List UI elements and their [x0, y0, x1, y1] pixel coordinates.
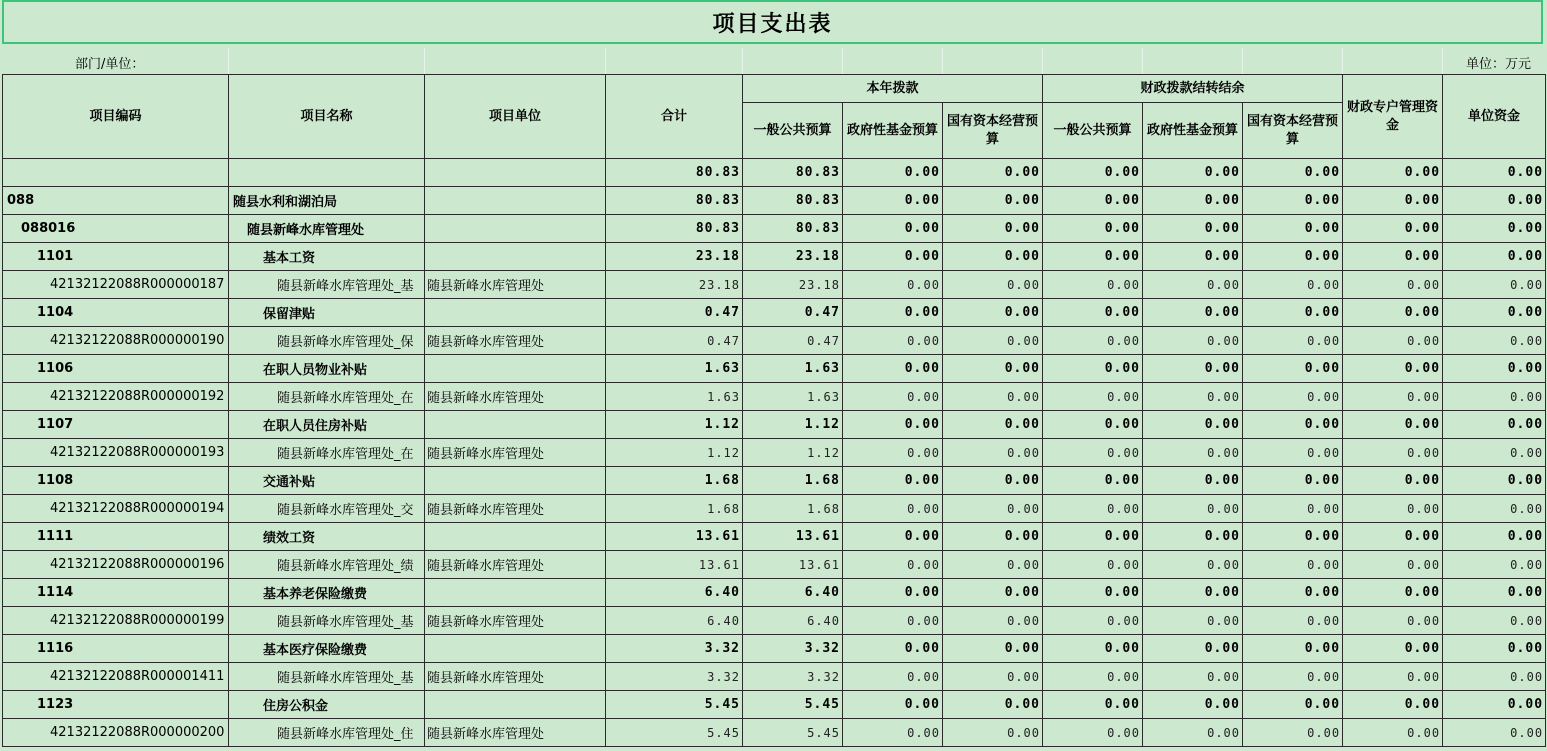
cell-amount[interactable]: 0.00: [1443, 383, 1546, 411]
cell-amount[interactable]: 0.00: [1143, 159, 1243, 187]
header-name: 项目名称: [229, 75, 425, 159]
cell-name[interactable]: 绩效工资: [229, 523, 425, 551]
cell-amount[interactable]: 3.32: [606, 663, 743, 691]
cell-amount[interactable]: 0.00: [843, 663, 943, 691]
table-row[interactable]: [3, 299, 1546, 327]
cell-amount[interactable]: 0.00: [1243, 411, 1343, 439]
table-row[interactable]: [3, 187, 1546, 215]
cell-amount[interactable]: 0.00: [1343, 719, 1443, 747]
cell-name[interactable]: 随县新峰水库管理处_交: [229, 495, 425, 523]
cell-amount[interactable]: 0.00: [1243, 467, 1343, 495]
cell-amount[interactable]: 0.00: [1443, 327, 1546, 355]
cell-amount[interactable]: 0.00: [943, 551, 1043, 579]
cell-amount[interactable]: 1.68: [606, 467, 743, 495]
cell-amount[interactable]: 0.00: [843, 383, 943, 411]
cell-amount[interactable]: 1.68: [606, 495, 743, 523]
cell-amount[interactable]: 0.00: [1343, 271, 1443, 299]
cell-amount[interactable]: 0.00: [843, 607, 943, 635]
table-row[interactable]: [3, 355, 1546, 383]
cell-amount[interactable]: 6.40: [606, 579, 743, 607]
cell-unit[interactable]: [425, 691, 606, 719]
table-row[interactable]: [3, 635, 1546, 663]
cell-code[interactable]: 1106: [3, 355, 229, 383]
cell-amount[interactable]: 0.00: [1343, 691, 1443, 719]
cell-amount[interactable]: 0.00: [1343, 495, 1443, 523]
cell-amount[interactable]: 5.45: [743, 691, 843, 719]
cell-name[interactable]: 在职人员物业补贴: [229, 355, 425, 383]
cell-amount[interactable]: 0.00: [1143, 467, 1243, 495]
cell-amount[interactable]: 0.00: [1343, 635, 1443, 663]
cell-amount[interactable]: 0.00: [1143, 635, 1243, 663]
cell-amount[interactable]: 0.00: [1143, 215, 1243, 243]
cell-amount[interactable]: 0.00: [1343, 439, 1443, 467]
table-row[interactable]: [3, 159, 1546, 187]
cell-amount[interactable]: 0.00: [1043, 159, 1143, 187]
cell-code[interactable]: 42132122088R000000187: [3, 271, 229, 299]
cell-amount[interactable]: 0.00: [1043, 327, 1143, 355]
cell-amount[interactable]: 0.00: [843, 719, 943, 747]
table-row[interactable]: [3, 607, 1546, 635]
cell-amount[interactable]: 0.00: [1143, 607, 1243, 635]
table-row[interactable]: [3, 383, 1546, 411]
cell-name[interactable]: 基本养老保险缴费: [229, 579, 425, 607]
cell-amount[interactable]: 1.68: [743, 495, 843, 523]
cell-code[interactable]: 088: [3, 187, 229, 215]
cell-name[interactable]: 随县新峰水库管理处_保: [229, 327, 425, 355]
cell-amount[interactable]: 5.45: [606, 691, 743, 719]
cell-amount[interactable]: 0.00: [1343, 243, 1443, 271]
cell-amount[interactable]: 0.00: [1343, 607, 1443, 635]
cell-amount[interactable]: 0.00: [1343, 523, 1443, 551]
cell-amount[interactable]: 0.47: [743, 327, 843, 355]
cell-amount[interactable]: 0.00: [1243, 551, 1343, 579]
cell-amount[interactable]: 0.00: [843, 243, 943, 271]
cell-amount[interactable]: 0.00: [943, 607, 1043, 635]
cell-name[interactable]: 住房公积金: [229, 691, 425, 719]
cell-name[interactable]: 保留津贴: [229, 299, 425, 327]
cell-amount[interactable]: 0.00: [843, 691, 943, 719]
cell-amount[interactable]: 0.00: [1143, 355, 1243, 383]
table-row[interactable]: [3, 327, 1546, 355]
cell-amount[interactable]: 0.00: [1143, 551, 1243, 579]
cell-amount[interactable]: 0.00: [1343, 579, 1443, 607]
cell-amount[interactable]: 80.83: [606, 159, 743, 187]
cell-amount[interactable]: 0.00: [843, 159, 943, 187]
cell-amount[interactable]: 0.00: [843, 299, 943, 327]
cell-amount[interactable]: 0.00: [1243, 579, 1343, 607]
cell-amount[interactable]: 0.00: [1243, 159, 1343, 187]
cell-amount[interactable]: 0.00: [943, 663, 1043, 691]
cell-amount[interactable]: 0.00: [943, 299, 1043, 327]
cell-code[interactable]: 1123: [3, 691, 229, 719]
table-row[interactable]: [3, 411, 1546, 439]
cell-amount[interactable]: 0.00: [1443, 663, 1546, 691]
cell-amount[interactable]: 0.00: [1043, 691, 1143, 719]
cell-code[interactable]: 42132122088R000000192: [3, 383, 229, 411]
cell-amount[interactable]: 0.00: [1443, 271, 1546, 299]
cell-amount[interactable]: 0.00: [1043, 579, 1143, 607]
cell-amount[interactable]: 0.00: [1443, 691, 1546, 719]
cell-amount[interactable]: 0.00: [1243, 607, 1343, 635]
cell-unit[interactable]: 随县新峰水库管理处: [425, 439, 606, 467]
page-title: 项目支出表: [2, 0, 1543, 44]
cell-amount[interactable]: 1.12: [743, 439, 843, 467]
cell-amount[interactable]: 0.00: [1443, 411, 1546, 439]
cell-amount[interactable]: 0.00: [1243, 327, 1343, 355]
header-total: 合计: [606, 75, 743, 159]
cell-unit[interactable]: [425, 187, 606, 215]
cell-code[interactable]: 42132122088R000000200: [3, 719, 229, 747]
cell-unit[interactable]: [425, 523, 606, 551]
cell-amount[interactable]: 0.00: [1343, 411, 1443, 439]
cell-amount[interactable]: 0.00: [1143, 579, 1243, 607]
department-label: 部门/单位：: [75, 57, 145, 72]
cell-amount[interactable]: 0.00: [943, 523, 1043, 551]
cell-code[interactable]: [3, 159, 229, 187]
cell-amount[interactable]: 0.00: [943, 243, 1043, 271]
cell-code[interactable]: 42132122088R000000199: [3, 607, 229, 635]
cell-amount[interactable]: 0.00: [1143, 383, 1243, 411]
cell-amount[interactable]: 0.00: [1143, 691, 1243, 719]
header-own: 单位资金: [1443, 75, 1546, 159]
cell-name[interactable]: 随县新峰水库管理处_绩: [229, 551, 425, 579]
cell-amount[interactable]: 0.00: [1043, 495, 1143, 523]
table-row[interactable]: [3, 579, 1546, 607]
cell-name[interactable]: [229, 159, 425, 187]
cell-unit[interactable]: 随县新峰水库管理处: [425, 327, 606, 355]
cell-amount[interactable]: 0.00: [943, 467, 1043, 495]
cell-amount[interactable]: 0.00: [1343, 159, 1443, 187]
cell-amount[interactable]: 0.00: [843, 579, 943, 607]
cell-amount[interactable]: 0.00: [843, 523, 943, 551]
cell-amount[interactable]: 0.00: [1043, 187, 1143, 215]
cell-amount[interactable]: 0.00: [1043, 215, 1143, 243]
cell-amount[interactable]: 3.32: [743, 635, 843, 663]
subheader-row: [0, 48, 1547, 74]
cell-unit[interactable]: [425, 579, 606, 607]
cell-amount[interactable]: 1.12: [743, 411, 843, 439]
cell-amount[interactable]: 13.61: [743, 551, 843, 579]
cell-amount[interactable]: 0.00: [1243, 439, 1343, 467]
cell-amount[interactable]: 0.00: [1043, 439, 1143, 467]
cell-unit[interactable]: 随县新峰水库管理处: [425, 495, 606, 523]
cell-amount[interactable]: 0.00: [1143, 663, 1243, 691]
header-group-carry: 财政拨款结转结余: [1043, 75, 1343, 103]
cell-amount[interactable]: 0.00: [1143, 719, 1243, 747]
cell-amount[interactable]: 0.00: [1143, 299, 1243, 327]
cell-amount[interactable]: 0.00: [843, 411, 943, 439]
cell-unit[interactable]: [425, 635, 606, 663]
cell-amount[interactable]: 0.00: [943, 327, 1043, 355]
cell-amount[interactable]: 80.83: [743, 159, 843, 187]
unit-label: 单位：万元: [1465, 57, 1531, 72]
table-row[interactable]: [3, 215, 1546, 243]
cell-name[interactable]: 交通补贴: [229, 467, 425, 495]
cell-amount[interactable]: 23.18: [743, 271, 843, 299]
cell-amount[interactable]: 23.18: [606, 243, 743, 271]
cell-amount[interactable]: 0.00: [843, 467, 943, 495]
cell-amount[interactable]: 13.61: [743, 523, 843, 551]
cell-amount[interactable]: 0.00: [1143, 523, 1243, 551]
cell-amount[interactable]: 6.40: [606, 607, 743, 635]
table-row[interactable]: [3, 523, 1546, 551]
cell-amount[interactable]: 0.00: [1443, 355, 1546, 383]
cell-amount[interactable]: 23.18: [743, 243, 843, 271]
cell-amount[interactable]: 0.00: [1443, 439, 1546, 467]
table-row[interactable]: [3, 691, 1546, 719]
cell-amount[interactable]: 0.00: [1443, 215, 1546, 243]
table-row[interactable]: [3, 439, 1546, 467]
cell-unit[interactable]: 随县新峰水库管理处: [425, 383, 606, 411]
table-row[interactable]: [3, 467, 1546, 495]
cell-amount[interactable]: 0.00: [1243, 635, 1343, 663]
cell-amount[interactable]: 0.00: [1243, 271, 1343, 299]
cell-amount[interactable]: 6.40: [743, 579, 843, 607]
header-special: 财政专户管理资金: [1343, 75, 1443, 159]
cell-amount[interactable]: 0.00: [1043, 719, 1143, 747]
header-general: 一般公共预算: [743, 103, 843, 159]
cell-name[interactable]: 随县新峰水库管理处_基: [229, 607, 425, 635]
header-unit: 项目单位: [425, 75, 606, 159]
cell-amount[interactable]: 1.68: [743, 467, 843, 495]
table-row[interactable]: [3, 551, 1546, 579]
cell-unit[interactable]: [425, 159, 606, 187]
cell-amount[interactable]: 0.47: [606, 299, 743, 327]
cell-name[interactable]: 随县水利和湖泊局: [229, 187, 425, 215]
cell-amount[interactable]: 0.00: [943, 383, 1043, 411]
cell-amount[interactable]: 0.00: [1343, 467, 1443, 495]
cell-amount[interactable]: 0.00: [943, 159, 1043, 187]
cell-amount[interactable]: 0.00: [843, 439, 943, 467]
cell-amount[interactable]: 0.00: [1443, 299, 1546, 327]
cell-code[interactable]: 1104: [3, 299, 229, 327]
cell-amount[interactable]: 0.00: [943, 439, 1043, 467]
cell-unit[interactable]: [425, 467, 606, 495]
cell-amount[interactable]: 80.83: [606, 215, 743, 243]
cell-code[interactable]: 42132122088R000001411: [3, 663, 229, 691]
cell-amount[interactable]: 23.18: [606, 271, 743, 299]
cell-amount[interactable]: 0.00: [1343, 215, 1443, 243]
cell-amount[interactable]: 0.00: [1343, 383, 1443, 411]
cell-amount[interactable]: 0.00: [1343, 327, 1443, 355]
cell-amount[interactable]: 0.00: [943, 691, 1043, 719]
cell-amount[interactable]: 0.00: [943, 635, 1043, 663]
cell-amount[interactable]: 0.00: [943, 187, 1043, 215]
cell-name[interactable]: 随县新峰水库管理处_基: [229, 663, 425, 691]
cell-code[interactable]: 088016: [3, 215, 229, 243]
cell-code[interactable]: 1101: [3, 243, 229, 271]
cell-amount[interactable]: 0.00: [1043, 243, 1143, 271]
cell-amount[interactable]: 6.40: [743, 607, 843, 635]
header-state-capital: 国有资本经营预算: [943, 103, 1043, 159]
cell-unit[interactable]: [425, 215, 606, 243]
cell-unit[interactable]: [425, 299, 606, 327]
cell-amount[interactable]: 0.00: [1443, 187, 1546, 215]
cell-name[interactable]: 随县新峰水库管理处_基: [229, 271, 425, 299]
cell-amount[interactable]: 80.83: [743, 215, 843, 243]
cell-amount[interactable]: 0.00: [1043, 299, 1143, 327]
cell-amount[interactable]: 0.00: [1043, 467, 1143, 495]
cell-amount[interactable]: 0.00: [1443, 719, 1546, 747]
header-code: 项目编码: [3, 75, 229, 159]
table-row[interactable]: [3, 719, 1546, 747]
cell-amount[interactable]: 0.00: [1243, 243, 1343, 271]
cell-amount[interactable]: 0.00: [843, 187, 943, 215]
cell-code[interactable]: 42132122088R000000190: [3, 327, 229, 355]
cell-amount[interactable]: 0.00: [1043, 271, 1143, 299]
header-general-carry: 一般公共预算: [1043, 103, 1143, 159]
cell-amount[interactable]: 0.00: [1043, 383, 1143, 411]
cell-amount[interactable]: 0.00: [1243, 663, 1343, 691]
cell-amount[interactable]: 3.32: [606, 635, 743, 663]
header-group-current: 本年拨款: [743, 75, 1043, 103]
cell-amount[interactable]: 0.00: [1243, 719, 1343, 747]
cell-name[interactable]: 基本工资: [229, 243, 425, 271]
cell-amount[interactable]: 1.63: [743, 383, 843, 411]
cell-amount[interactable]: 0.00: [943, 719, 1043, 747]
cell-amount[interactable]: 0.00: [1443, 467, 1546, 495]
cell-code[interactable]: 42132122088R000000194: [3, 495, 229, 523]
expenditure-table: [2, 74, 1546, 747]
cell-amount[interactable]: 0.00: [1343, 663, 1443, 691]
cell-unit[interactable]: 随县新峰水库管理处: [425, 551, 606, 579]
cell-amount[interactable]: 0.00: [1443, 159, 1546, 187]
cell-amount[interactable]: 0.00: [1143, 243, 1243, 271]
cell-unit[interactable]: 随县新峰水库管理处: [425, 663, 606, 691]
header-gov-fund: 政府性基金预算: [843, 103, 943, 159]
table-row[interactable]: [3, 663, 1546, 691]
cell-amount[interactable]: 0.00: [843, 355, 943, 383]
cell-name[interactable]: 在职人员住房补贴: [229, 411, 425, 439]
cell-amount[interactable]: 0.00: [1443, 243, 1546, 271]
cell-amount[interactable]: 0.00: [1043, 355, 1143, 383]
cell-amount[interactable]: 0.00: [1343, 187, 1443, 215]
cell-amount[interactable]: 0.00: [1443, 579, 1546, 607]
cell-amount[interactable]: 0.00: [1043, 635, 1143, 663]
cell-amount[interactable]: 0.00: [1043, 411, 1143, 439]
cell-unit[interactable]: [425, 411, 606, 439]
cell-amount[interactable]: 0.00: [843, 215, 943, 243]
cell-code[interactable]: 1114: [3, 579, 229, 607]
cell-amount[interactable]: 0.00: [1443, 523, 1546, 551]
cell-amount[interactable]: 1.12: [606, 439, 743, 467]
cell-amount[interactable]: 0.00: [1443, 635, 1546, 663]
cell-code[interactable]: 1111: [3, 523, 229, 551]
cell-amount[interactable]: 80.83: [743, 187, 843, 215]
cell-code[interactable]: 1107: [3, 411, 229, 439]
table-row[interactable]: [3, 243, 1546, 271]
header-state-capital-carry: 国有资本经营预算: [1243, 103, 1343, 159]
cell-amount[interactable]: 0.00: [1243, 187, 1343, 215]
table-row[interactable]: [3, 495, 1546, 523]
cell-amount[interactable]: 5.45: [606, 719, 743, 747]
cell-name[interactable]: 随县新峰水库管理处_在: [229, 383, 425, 411]
cell-amount[interactable]: 0.00: [1143, 271, 1243, 299]
cell-amount[interactable]: 0.00: [943, 495, 1043, 523]
cell-amount[interactable]: 0.00: [1143, 327, 1243, 355]
table-row[interactable]: [3, 271, 1546, 299]
cell-amount[interactable]: 0.00: [1343, 299, 1443, 327]
cell-amount[interactable]: 0.00: [943, 579, 1043, 607]
cell-name[interactable]: 随县新峰水库管理处: [229, 215, 425, 243]
cell-amount[interactable]: 0.00: [1243, 495, 1343, 523]
cell-amount[interactable]: 80.83: [606, 187, 743, 215]
cell-amount[interactable]: 1.63: [606, 383, 743, 411]
cell-amount[interactable]: 0.00: [843, 551, 943, 579]
cell-unit[interactable]: 随县新峰水库管理处: [425, 271, 606, 299]
cell-unit[interactable]: 随县新峰水库管理处: [425, 719, 606, 747]
cell-code[interactable]: 1108: [3, 467, 229, 495]
cell-amount[interactable]: 0.00: [843, 635, 943, 663]
cell-code[interactable]: 42132122088R000000193: [3, 439, 229, 467]
cell-amount[interactable]: 0.00: [1443, 551, 1546, 579]
cell-amount[interactable]: 0.00: [1243, 355, 1343, 383]
cell-name[interactable]: 随县新峰水库管理处_在: [229, 439, 425, 467]
cell-amount[interactable]: 0.00: [1243, 383, 1343, 411]
cell-amount[interactable]: 0.00: [943, 411, 1043, 439]
cell-amount[interactable]: 0.00: [1143, 187, 1243, 215]
cell-amount[interactable]: 13.61: [606, 551, 743, 579]
cell-amount[interactable]: 0.00: [1043, 523, 1143, 551]
cell-amount[interactable]: 0.00: [1143, 495, 1243, 523]
cell-amount[interactable]: 0.00: [1343, 355, 1443, 383]
cell-amount[interactable]: 3.32: [743, 663, 843, 691]
cell-amount[interactable]: 0.00: [843, 495, 943, 523]
cell-amount[interactable]: 0.00: [943, 355, 1043, 383]
cell-amount[interactable]: 0.00: [1343, 551, 1443, 579]
cell-unit[interactable]: [425, 243, 606, 271]
cell-amount[interactable]: 0.00: [1043, 607, 1143, 635]
cell-amount[interactable]: 1.12: [606, 411, 743, 439]
cell-code[interactable]: 42132122088R000000196: [3, 551, 229, 579]
cell-amount[interactable]: 0.00: [1443, 607, 1546, 635]
cell-amount[interactable]: 0.00: [1043, 663, 1143, 691]
cell-unit[interactable]: [425, 355, 606, 383]
header-gov-fund-carry: 政府性基金预算: [1143, 103, 1243, 159]
cell-amount[interactable]: 0.47: [606, 327, 743, 355]
cell-amount[interactable]: 0.00: [843, 271, 943, 299]
cell-name[interactable]: 随县新峰水库管理处_住: [229, 719, 425, 747]
cell-amount[interactable]: 0.00: [1443, 495, 1546, 523]
cell-amount[interactable]: 13.61: [606, 523, 743, 551]
cell-amount[interactable]: 0.47: [743, 299, 843, 327]
cell-amount[interactable]: 1.63: [743, 355, 843, 383]
cell-amount[interactable]: 0.00: [1243, 215, 1343, 243]
cell-amount[interactable]: 1.63: [606, 355, 743, 383]
cell-code[interactable]: 1116: [3, 635, 229, 663]
cell-amount[interactable]: 0.00: [843, 327, 943, 355]
cell-unit[interactable]: 随县新峰水库管理处: [425, 607, 606, 635]
cell-amount[interactable]: 0.00: [1243, 523, 1343, 551]
cell-name[interactable]: 基本医疗保险缴费: [229, 635, 425, 663]
cell-amount[interactable]: 0.00: [1143, 439, 1243, 467]
cell-amount[interactable]: 0.00: [1243, 299, 1343, 327]
cell-amount[interactable]: 0.00: [1143, 411, 1243, 439]
cell-amount[interactable]: 0.00: [943, 215, 1043, 243]
cell-amount[interactable]: 0.00: [1243, 691, 1343, 719]
cell-amount[interactable]: 0.00: [1043, 551, 1143, 579]
cell-amount[interactable]: 0.00: [943, 271, 1043, 299]
cell-amount[interactable]: 5.45: [743, 719, 843, 747]
